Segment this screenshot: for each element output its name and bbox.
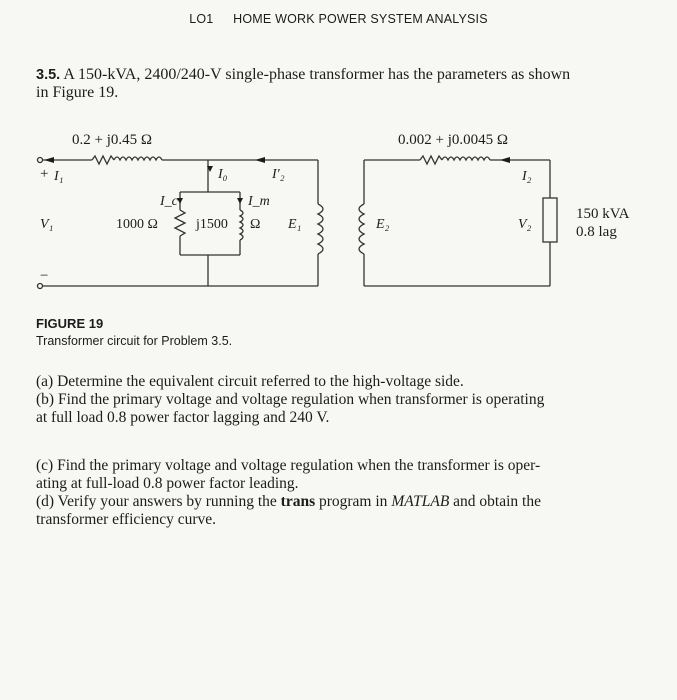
question-d-post: and obtain the bbox=[449, 493, 541, 510]
resistor-r2 bbox=[420, 156, 442, 164]
r1-label: 0.2 + j0.45 Ω bbox=[72, 132, 153, 148]
course-code: LO1 bbox=[189, 12, 214, 26]
load-kva-label: 150 kVA bbox=[576, 206, 630, 222]
minus-sign: − bbox=[40, 268, 49, 284]
v1-label: V₁ bbox=[40, 217, 54, 232]
homework-title: HOME WORK POWER SYSTEM ANALYSIS bbox=[233, 12, 488, 26]
question-d-line2: transformer efficiency curve. bbox=[36, 511, 217, 528]
questions-ab bbox=[36, 373, 646, 427]
arrow-i1 bbox=[44, 157, 54, 163]
e2-label: E₂ bbox=[376, 217, 390, 232]
transformer-circuit-diagram bbox=[0, 120, 677, 310]
plus-sign: + bbox=[40, 166, 49, 182]
figure-title: FIGURE 19 bbox=[36, 316, 104, 331]
figure-subtitle: Transformer circuit for Problem 3.5. bbox=[36, 334, 233, 348]
r2-label: 0.002 + j0.0045 Ω bbox=[398, 132, 509, 148]
e1-label: E₁ bbox=[288, 217, 302, 232]
problem-number: 3.5. bbox=[36, 67, 61, 83]
problem-text-line1: A 150-kVA, 2400/240-V single-phase transformer has the parameters as shown bbox=[63, 66, 571, 83]
io-label: I₀ bbox=[218, 167, 228, 182]
im-label: I_m bbox=[248, 194, 270, 209]
question-c-line1: (c) Find the primary voltage and voltage regulation when the transformer is oper- bbox=[36, 457, 541, 474]
inductor-xm bbox=[240, 210, 243, 240]
resistor-rc bbox=[175, 210, 185, 236]
arrow-im bbox=[237, 198, 243, 204]
figure-caption bbox=[36, 316, 232, 348]
question-b-line1: (b) Find the primary voltage and voltage regulation when transformer is operating bbox=[36, 391, 545, 408]
inductor-x1 bbox=[114, 157, 162, 160]
page-header bbox=[0, 12, 677, 26]
resistor-r1 bbox=[92, 156, 114, 164]
ic-label: I_c bbox=[160, 194, 178, 209]
arrow-ic bbox=[177, 198, 183, 204]
question-d-pre: (d) Verify your answers by running the bbox=[36, 493, 281, 510]
question-c-line2: ating at full-load 0.8 power factor leading. bbox=[36, 475, 299, 492]
question-d-line1 bbox=[36, 493, 646, 511]
arrow-i2 bbox=[500, 157, 510, 163]
i1-label: I₁ bbox=[54, 169, 64, 184]
questions-cd bbox=[36, 457, 646, 529]
inductor-x2 bbox=[442, 157, 490, 160]
primary-winding bbox=[318, 204, 323, 254]
terminal-top bbox=[38, 158, 43, 163]
i2-label: I₂ bbox=[522, 169, 532, 184]
problem-text-line2: in Figure 19. bbox=[36, 84, 119, 101]
arrow-i2p bbox=[255, 157, 265, 163]
load-pf-label: 0.8 lag bbox=[576, 224, 617, 240]
problem-statement bbox=[36, 66, 646, 102]
xm-label: j1500 bbox=[196, 217, 228, 232]
question-d-matlab: MATLAB bbox=[391, 493, 450, 510]
rc-label: 1000 Ω bbox=[116, 217, 158, 232]
load-box bbox=[543, 198, 557, 242]
question-d-trans: trans bbox=[280, 493, 316, 510]
i2p-label: I′₂ bbox=[272, 167, 285, 182]
question-a: (a) Determine the equivalent circuit referred to the high-voltage side. bbox=[36, 373, 464, 390]
secondary-winding bbox=[359, 204, 364, 254]
xm-unit: Ω bbox=[250, 217, 261, 232]
question-d-mid: program in bbox=[315, 493, 392, 510]
terminal-bottom bbox=[38, 284, 43, 289]
question-b-line2: at full load 0.8 power factor lagging and 240 V. bbox=[36, 409, 330, 426]
v2-label: V₂ bbox=[518, 217, 532, 232]
